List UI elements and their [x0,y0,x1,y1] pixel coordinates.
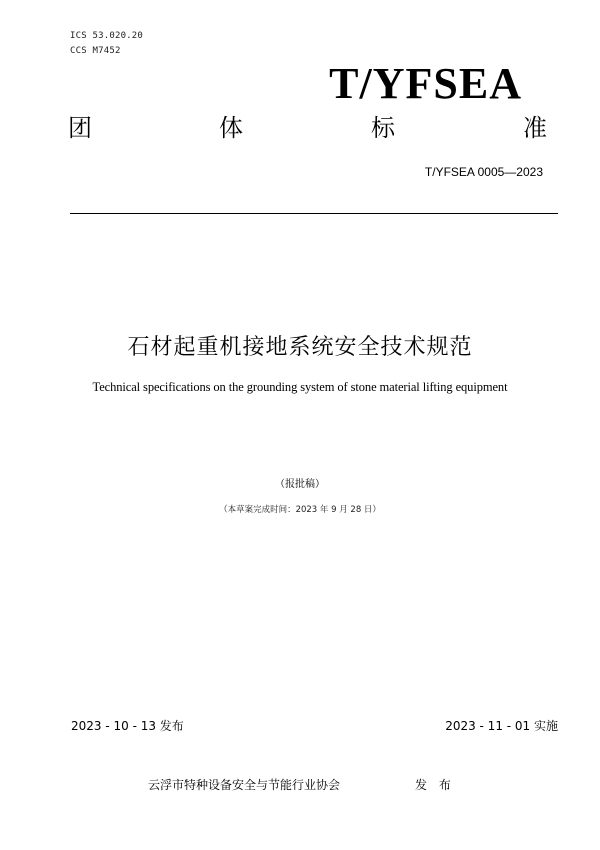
implementation-date: 2023 - 11 - 01 实施 [445,719,558,733]
ccs-code: CCS M7452 [70,46,121,56]
organization-code-title: T/YFSEA [329,59,522,108]
issue-date: 2023 - 10 - 13 发布 [71,719,184,733]
english-title: Technical specifications on the grounding system of stone material lifting equipment [92,380,508,394]
publish-label: 发 布 [415,778,455,792]
standard-type-char-2: 体 [219,114,243,142]
draft-completion-date: （本草案完成时间：2023 年 9 月 28 日） [219,505,381,515]
standard-type-char-1: 团 [68,114,92,142]
publisher-name: 云浮市特种设备安全与节能行业协会 [148,778,341,792]
draft-status: （报批稿） [275,479,325,490]
standard-type-char-3: 标 [371,114,395,142]
header-divider [70,213,558,214]
standard-number: T/YFSEA 0005—2023 [424,165,543,179]
chinese-title: 石材起重机接地系统安全技术规范 [127,335,473,360]
standard-type-char-4: 准 [523,114,547,142]
ics-code: ICS 53.020.20 [70,31,144,41]
